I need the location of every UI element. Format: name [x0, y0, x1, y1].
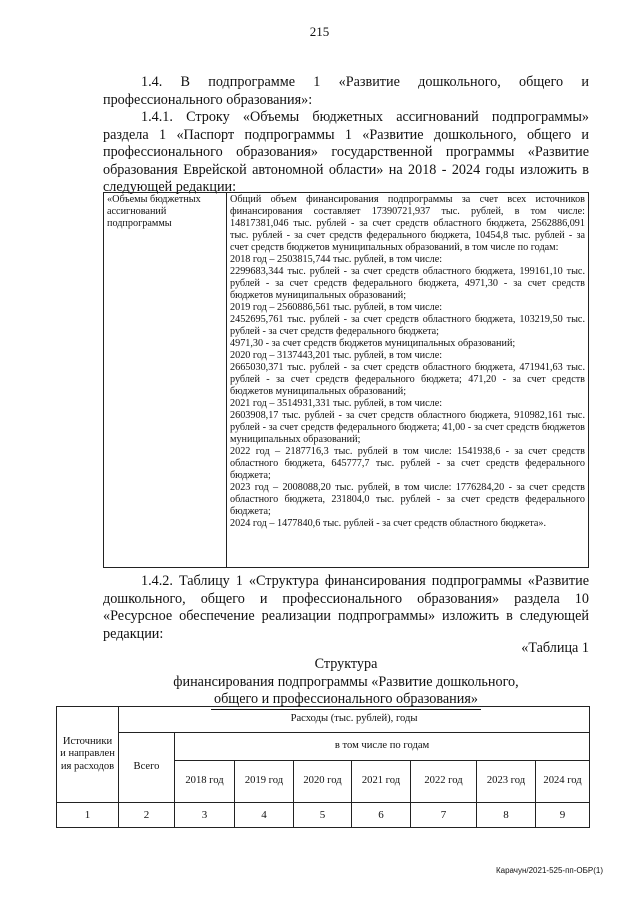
passport-line: 2022 год – 2187716,3 тыс. рублей в том числе: 1541938,6 - за счет средств областного бюджета, 645777,7 тыс. рублей - за счет средств федерального бюджета;: [230, 446, 585, 481]
column-number: 7: [411, 803, 477, 828]
table-reference: «Таблица 1: [521, 640, 589, 656]
column-number: 4: [235, 803, 294, 828]
header-year: 2024 год: [536, 761, 590, 803]
document-code: Карачун/2021-525-пп-ОБР(1): [495, 866, 603, 875]
passport-value-cell: [227, 193, 589, 568]
header-year: 2021 год: [352, 761, 411, 803]
passport-line: 2024 год – 1477840,6 тыс. рублей - за счет средств областного бюджета».: [230, 518, 547, 529]
passport-line: 4971,30 - за счет средств бюджетов муниципальных образований;: [230, 338, 516, 349]
table-title-line: общего и профессионального образования»: [211, 691, 481, 710]
passport-line: 2020 год – 3137443,201 тыс. рублей, в том числе:: [230, 350, 443, 361]
table-title-main: Структура: [314, 656, 378, 672]
passport-line: 2665030,371 тыс. рублей - за счет средств областного бюджета, 471941,63 тыс. рублей - за счет средств федерального бюджета; 471,20 - за счет средств бюджетов муниципальных образований;: [230, 362, 585, 397]
column-number: 9: [536, 803, 590, 828]
passport-line: 2299683,344 тыс. рублей - за счет средств областного бюджета, 199161,10 тыс. рублей - за счет средств федерального бюджета, 4971,30 - за счет средств бюджетов муниципальных образований;: [230, 266, 585, 301]
column-number: 1: [57, 803, 119, 828]
passport-line: 2452695,761 тыс. рублей - за счет средств областного бюджета, 103219,50 тыс. рублей - за счет средств федерального бюджета;: [230, 314, 585, 337]
table-title: [103, 656, 589, 710]
passport-table: [103, 192, 589, 568]
column-number: 6: [352, 803, 411, 828]
passport-line: 2019 год – 2560886,561 тыс. рублей, в том числе:: [230, 302, 443, 313]
passport-line: 2603908,17 тыс. рублей - за счет средств областного бюджета, 910982,161 тыс. рублей - за счет средств федерального бюджета; 41,00 - за счет средств бюджетов муниципальных образований;: [230, 410, 585, 445]
header-by-years: в том числе по годам: [175, 733, 590, 761]
header-expenses: Расходы (тыс. рублей), годы: [119, 707, 590, 733]
column-number: 2: [119, 803, 175, 828]
paragraph-1-4-2: 1.4.2. Таблицу 1 «Структура финансирования подпрограммы «Развитие дошкольного, общего и профессионального образования» раздела 10 «Ресурсное обеспечение реализации подпрограммы» изложить в следующей редакции:: [103, 573, 589, 642]
header-year: 2020 год: [294, 761, 352, 803]
column-number: 8: [477, 803, 536, 828]
header-year: 2023 год: [477, 761, 536, 803]
passport-line: 2018 год – 2503815,744 тыс. рублей, в том числе:: [230, 254, 443, 265]
structure-table: [56, 706, 590, 828]
paragraph-1-4-1: 1.4.1. Строку «Объемы бюджетных ассигнований подпрограммы» раздела 1 «Паспорт подпрограммы 1 «Развитие дошкольного, общего и профессионального образования» государственной программы «Развитие образования Еврейской автономной области» на 2018 - 2024 годы изложить в следующей редакции:: [103, 109, 589, 196]
passport-label-cell: «Объемы бюджетных ассигнований подпрограммы: [104, 193, 227, 568]
header-year: 2022 год: [411, 761, 477, 803]
column-number: 3: [175, 803, 235, 828]
paragraph-1-4: 1.4. В подпрограмме 1 «Развитие дошкольного, общего и профессионального образования»:: [103, 74, 589, 108]
table-row: [57, 803, 590, 828]
passport-line: Общий объем финансирования подпрограммы за счет всех источников финансирования составляет 17390721,937 тыс. рублей, в том числе: 14817381,046 тыс. рублей - за счет средств областного бюджета, 2562886,091 тыс. рублей - за счет средств федерального бюджета, 10454,8 тыс. рублей - за счет средств бюджетов муниципальных образований, в том числе по годам:: [230, 194, 585, 253]
header-year: 2019 год: [235, 761, 294, 803]
table-title-line: финансирования подпрограммы «Развитие дошкольного,: [173, 673, 519, 690]
page-number: 215: [309, 24, 330, 39]
header-year: 2018 год: [175, 761, 235, 803]
header-sources: Источники и направлен ия расходов: [57, 707, 119, 803]
column-number: 5: [294, 803, 352, 828]
passport-line: 2021 год – 3514931,331 тыс. рублей, в том числе:: [230, 398, 443, 409]
passport-line: 2023 год – 2008088,20 тыс. рублей, в том числе: 1776284,20 - за счет средств областного бюджета, 231804,0 тыс. рублей - за счет средств федерального бюджета;: [230, 482, 585, 517]
header-total: Всего: [119, 733, 175, 803]
